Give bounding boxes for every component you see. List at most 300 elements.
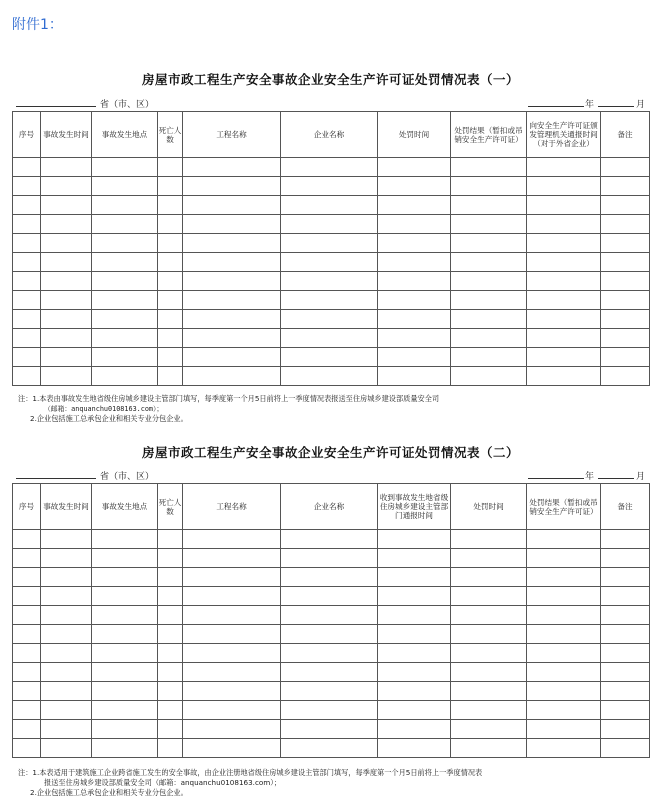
note-line-3: 2.企业包括施工总承包企业和相关专业分包企业。: [30, 414, 188, 423]
empty-cell: [601, 348, 650, 367]
table-row: [13, 310, 650, 329]
table2-notes: [18, 768, 648, 798]
header-cell: 收到事故发生地省级住房城乡建设主管部门通报时间: [378, 484, 451, 530]
province-label: 省（市、区）: [100, 472, 155, 482]
empty-cell: [527, 720, 601, 739]
note-line-1: 注：1.本表适用于建筑施工企业跨省施工发生的安全事故，由企业注册地省级住房城乡建设主管部门填写，每季度第一个月5日前将上一季度情况表: [18, 768, 483, 777]
empty-cell: [92, 720, 158, 739]
empty-cell: [13, 367, 41, 386]
empty-cell: [183, 158, 281, 177]
table-row: [13, 253, 650, 272]
table-row: [13, 272, 650, 291]
empty-cell: [281, 701, 378, 720]
empty-cell: [158, 215, 183, 234]
empty-cell: [41, 310, 92, 329]
table-row: [13, 215, 650, 234]
header-cell: 序号: [13, 112, 41, 158]
header-cell: 事故发生地点: [92, 484, 158, 530]
header-cell: 事故发生地点: [92, 112, 158, 158]
empty-cell: [92, 701, 158, 720]
empty-cell: [378, 310, 451, 329]
empty-cell: [183, 530, 281, 549]
year-label: 年: [585, 100, 595, 110]
header-cell: 备注: [601, 112, 650, 158]
empty-cell: [158, 682, 183, 701]
empty-cell: [451, 568, 527, 587]
empty-cell: [183, 701, 281, 720]
empty-cell: [13, 196, 41, 215]
empty-cell: [451, 177, 527, 196]
empty-cell: [183, 272, 281, 291]
empty-cell: [527, 158, 601, 177]
empty-cell: [183, 215, 281, 234]
empty-cell: [281, 329, 378, 348]
empty-cell: [13, 720, 41, 739]
empty-cell: [92, 568, 158, 587]
empty-cell: [13, 310, 41, 329]
empty-cell: [13, 606, 41, 625]
empty-cell: [451, 158, 527, 177]
header-cell: 死亡人数: [158, 484, 183, 530]
empty-cell: [527, 177, 601, 196]
empty-cell: [158, 177, 183, 196]
empty-cell: [281, 530, 378, 549]
empty-cell: [281, 196, 378, 215]
empty-cell: [158, 625, 183, 644]
empty-cell: [41, 215, 92, 234]
empty-cell: [13, 158, 41, 177]
table-row: [13, 663, 650, 682]
empty-cell: [281, 739, 378, 758]
empty-cell: [451, 329, 527, 348]
empty-cell: [378, 644, 451, 663]
empty-cell: [451, 625, 527, 644]
empty-cell: [183, 682, 281, 701]
empty-cell: [92, 682, 158, 701]
empty-cell: [92, 234, 158, 253]
empty-cell: [601, 663, 650, 682]
empty-cell: [13, 739, 41, 758]
empty-cell: [92, 587, 158, 606]
empty-cell: [527, 530, 601, 549]
empty-cell: [527, 568, 601, 587]
empty-cell: [527, 291, 601, 310]
table-row: [13, 177, 650, 196]
empty-cell: [13, 291, 41, 310]
empty-cell: [13, 177, 41, 196]
empty-cell: [41, 701, 92, 720]
empty-cell: [527, 348, 601, 367]
empty-cell: [601, 272, 650, 291]
empty-cell: [281, 587, 378, 606]
table-row: [13, 549, 650, 568]
month-label: 月: [636, 472, 646, 482]
empty-cell: [92, 739, 158, 758]
empty-cell: [13, 682, 41, 701]
table-row: [13, 682, 650, 701]
empty-cell: [183, 568, 281, 587]
empty-cell: [378, 177, 451, 196]
empty-cell: [183, 606, 281, 625]
empty-cell: [378, 329, 451, 348]
header-cell: 死亡人数: [158, 112, 183, 158]
table-row: [13, 348, 650, 367]
empty-cell: [451, 253, 527, 272]
empty-cell: [601, 367, 650, 386]
empty-cell: [451, 587, 527, 606]
empty-cell: [41, 739, 92, 758]
empty-cell: [281, 606, 378, 625]
empty-cell: [601, 530, 650, 549]
empty-cell: [451, 739, 527, 758]
empty-cell: [41, 367, 92, 386]
table2-body: [13, 530, 650, 758]
empty-cell: [41, 549, 92, 568]
empty-cell: [378, 587, 451, 606]
empty-cell: [13, 215, 41, 234]
empty-cell: [527, 215, 601, 234]
empty-cell: [41, 196, 92, 215]
empty-cell: [451, 291, 527, 310]
empty-cell: [378, 158, 451, 177]
empty-cell: [158, 568, 183, 587]
empty-cell: [92, 625, 158, 644]
empty-cell: [13, 272, 41, 291]
month-label: 月: [636, 100, 646, 110]
empty-cell: [13, 549, 41, 568]
empty-cell: [378, 367, 451, 386]
empty-cell: [13, 644, 41, 663]
attachment-label: 附件1：: [12, 17, 63, 33]
empty-cell: [281, 272, 378, 291]
empty-cell: [41, 682, 92, 701]
empty-cell: [92, 158, 158, 177]
empty-cell: [281, 682, 378, 701]
empty-cell: [451, 310, 527, 329]
empty-cell: [183, 253, 281, 272]
header-cell: 序号: [13, 484, 41, 530]
empty-cell: [601, 644, 650, 663]
empty-cell: [158, 739, 183, 758]
empty-cell: [158, 720, 183, 739]
table-row: [13, 568, 650, 587]
empty-cell: [183, 549, 281, 568]
empty-cell: [378, 720, 451, 739]
empty-cell: [183, 348, 281, 367]
empty-cell: [158, 587, 183, 606]
empty-cell: [601, 177, 650, 196]
table1-header-row: [13, 112, 650, 158]
header-cell: 处罚时间: [451, 484, 527, 530]
empty-cell: [601, 682, 650, 701]
empty-cell: [601, 606, 650, 625]
empty-cell: [183, 310, 281, 329]
empty-cell: [281, 367, 378, 386]
year-blank: [528, 96, 584, 107]
empty-cell: [281, 663, 378, 682]
empty-cell: [41, 606, 92, 625]
empty-cell: [527, 234, 601, 253]
empty-cell: [158, 530, 183, 549]
empty-cell: [527, 682, 601, 701]
empty-cell: [527, 701, 601, 720]
header-cell: 工程名称: [183, 112, 281, 158]
year-label: 年: [585, 472, 595, 482]
empty-cell: [378, 348, 451, 367]
empty-cell: [13, 663, 41, 682]
empty-cell: [92, 310, 158, 329]
year-blank: [528, 468, 584, 479]
table-row: [13, 720, 650, 739]
empty-cell: [601, 215, 650, 234]
header-cell: 向安全生产许可证颁发管理机关通报时间（对于外省企业）: [527, 112, 601, 158]
empty-cell: [451, 682, 527, 701]
empty-cell: [158, 367, 183, 386]
table-row: [13, 158, 650, 177]
table-row: [13, 739, 650, 758]
empty-cell: [41, 234, 92, 253]
empty-cell: [158, 310, 183, 329]
table2-title: 房屋市政工程生产安全事故企业安全生产许可证处罚情况表（二）: [141, 445, 519, 460]
empty-cell: [13, 348, 41, 367]
empty-cell: [601, 291, 650, 310]
table1-grid: [12, 111, 650, 386]
empty-cell: [183, 720, 281, 739]
empty-cell: [527, 329, 601, 348]
empty-cell: [378, 530, 451, 549]
empty-cell: [41, 530, 92, 549]
empty-cell: [183, 234, 281, 253]
empty-cell: [378, 663, 451, 682]
table1-body: [13, 158, 650, 386]
empty-cell: [378, 701, 451, 720]
empty-cell: [378, 549, 451, 568]
empty-cell: [158, 196, 183, 215]
empty-cell: [183, 644, 281, 663]
empty-cell: [158, 291, 183, 310]
empty-cell: [527, 739, 601, 758]
empty-cell: [92, 329, 158, 348]
empty-cell: [378, 682, 451, 701]
empty-cell: [601, 625, 650, 644]
empty-cell: [158, 644, 183, 663]
province-label: 省（市、区）: [100, 100, 155, 110]
empty-cell: [13, 329, 41, 348]
empty-cell: [281, 310, 378, 329]
empty-cell: [527, 253, 601, 272]
empty-cell: [451, 644, 527, 663]
empty-cell: [378, 253, 451, 272]
empty-cell: [527, 310, 601, 329]
empty-cell: [158, 253, 183, 272]
empty-cell: [451, 701, 527, 720]
empty-cell: [378, 196, 451, 215]
note-line-3: 2.企业包括施工总承包企业和相关专业分包企业。: [30, 788, 188, 797]
empty-cell: [451, 272, 527, 291]
empty-cell: [601, 568, 650, 587]
table2-header-row: [13, 484, 650, 530]
empty-cell: [527, 587, 601, 606]
empty-cell: [41, 663, 92, 682]
empty-cell: [527, 663, 601, 682]
empty-cell: [378, 272, 451, 291]
empty-cell: [92, 196, 158, 215]
empty-cell: [92, 367, 158, 386]
empty-cell: [378, 568, 451, 587]
empty-cell: [41, 644, 92, 663]
empty-cell: [378, 606, 451, 625]
table-row: [13, 530, 650, 549]
province-blank: [16, 468, 96, 479]
empty-cell: [527, 549, 601, 568]
table1-title: 房屋市政工程生产安全事故企业安全生产许可证处罚情况表（一）: [141, 72, 519, 87]
table-row: [13, 625, 650, 644]
empty-cell: [92, 644, 158, 663]
empty-cell: [451, 234, 527, 253]
table-row: [13, 329, 650, 348]
table-row: [13, 701, 650, 720]
empty-cell: [527, 196, 601, 215]
empty-cell: [158, 234, 183, 253]
empty-cell: [378, 291, 451, 310]
empty-cell: [41, 720, 92, 739]
empty-cell: [41, 158, 92, 177]
empty-cell: [158, 701, 183, 720]
empty-cell: [451, 549, 527, 568]
empty-cell: [183, 196, 281, 215]
empty-cell: [281, 549, 378, 568]
empty-cell: [92, 348, 158, 367]
note-line-2: （邮箱：anquanchu0108163.com）；: [44, 405, 164, 413]
empty-cell: [601, 234, 650, 253]
empty-cell: [451, 606, 527, 625]
empty-cell: [527, 272, 601, 291]
empty-cell: [92, 272, 158, 291]
header-cell: 处罚结果（暂扣或吊销安全生产许可证）: [527, 484, 601, 530]
empty-cell: [158, 272, 183, 291]
header-cell: 企业名称: [281, 484, 378, 530]
empty-cell: [527, 367, 601, 386]
empty-cell: [601, 196, 650, 215]
province-blank: [16, 96, 96, 107]
empty-cell: [527, 644, 601, 663]
header-cell: 工程名称: [183, 484, 281, 530]
table-row: [13, 234, 650, 253]
header-cell: 事故发生时间: [41, 484, 92, 530]
empty-cell: [601, 329, 650, 348]
empty-cell: [13, 530, 41, 549]
empty-cell: [158, 329, 183, 348]
empty-cell: [601, 253, 650, 272]
empty-cell: [13, 625, 41, 644]
empty-cell: [601, 739, 650, 758]
empty-cell: [13, 234, 41, 253]
empty-cell: [601, 720, 650, 739]
table-row: [13, 196, 650, 215]
empty-cell: [13, 253, 41, 272]
empty-cell: [92, 549, 158, 568]
empty-cell: [281, 215, 378, 234]
empty-cell: [378, 234, 451, 253]
header-cell: 备注: [601, 484, 650, 530]
empty-cell: [281, 291, 378, 310]
table1-notes: [18, 394, 648, 424]
empty-cell: [183, 329, 281, 348]
table-row: [13, 291, 650, 310]
empty-cell: [451, 720, 527, 739]
table2-grid: [12, 483, 650, 758]
empty-cell: [41, 177, 92, 196]
empty-cell: [183, 291, 281, 310]
empty-cell: [601, 701, 650, 720]
empty-cell: [13, 701, 41, 720]
empty-cell: [601, 310, 650, 329]
empty-cell: [158, 606, 183, 625]
empty-cell: [527, 625, 601, 644]
empty-cell: [281, 720, 378, 739]
empty-cell: [451, 367, 527, 386]
empty-cell: [92, 215, 158, 234]
table-row: [13, 644, 650, 663]
empty-cell: [183, 739, 281, 758]
empty-cell: [158, 663, 183, 682]
empty-cell: [183, 625, 281, 644]
empty-cell: [41, 291, 92, 310]
empty-cell: [13, 587, 41, 606]
empty-cell: [41, 587, 92, 606]
empty-cell: [451, 663, 527, 682]
empty-cell: [281, 625, 378, 644]
empty-cell: [527, 606, 601, 625]
empty-cell: [92, 530, 158, 549]
empty-cell: [158, 158, 183, 177]
empty-cell: [92, 291, 158, 310]
empty-cell: [451, 530, 527, 549]
empty-cell: [183, 587, 281, 606]
header-cell: 事故发生时间: [41, 112, 92, 158]
table-row: [13, 606, 650, 625]
empty-cell: [92, 663, 158, 682]
empty-cell: [92, 253, 158, 272]
empty-cell: [281, 158, 378, 177]
empty-cell: [41, 348, 92, 367]
header-cell: 企业名称: [281, 112, 378, 158]
empty-cell: [281, 234, 378, 253]
empty-cell: [41, 253, 92, 272]
note-line-1: 注：1.本表由事故发生地省级住房城乡建设主管部门填写，每季度第一个月5日前将上一季度情况表报送至住房城乡建设部质量安全司: [18, 394, 440, 403]
empty-cell: [378, 625, 451, 644]
table-row: [13, 367, 650, 386]
empty-cell: [601, 158, 650, 177]
empty-cell: [378, 215, 451, 234]
empty-cell: [281, 644, 378, 663]
empty-cell: [451, 215, 527, 234]
table-row: [13, 587, 650, 606]
empty-cell: [41, 625, 92, 644]
empty-cell: [41, 329, 92, 348]
table2-meta-row: [0, 468, 661, 482]
empty-cell: [41, 272, 92, 291]
empty-cell: [92, 606, 158, 625]
empty-cell: [601, 549, 650, 568]
empty-cell: [183, 367, 281, 386]
empty-cell: [92, 177, 158, 196]
empty-cell: [281, 568, 378, 587]
note-line-2: 报送至住房城乡建设部质量安全司（邮箱：anquanchu0108163.com）；: [44, 778, 282, 787]
empty-cell: [281, 253, 378, 272]
empty-cell: [183, 177, 281, 196]
table1-meta-row: [0, 96, 661, 110]
